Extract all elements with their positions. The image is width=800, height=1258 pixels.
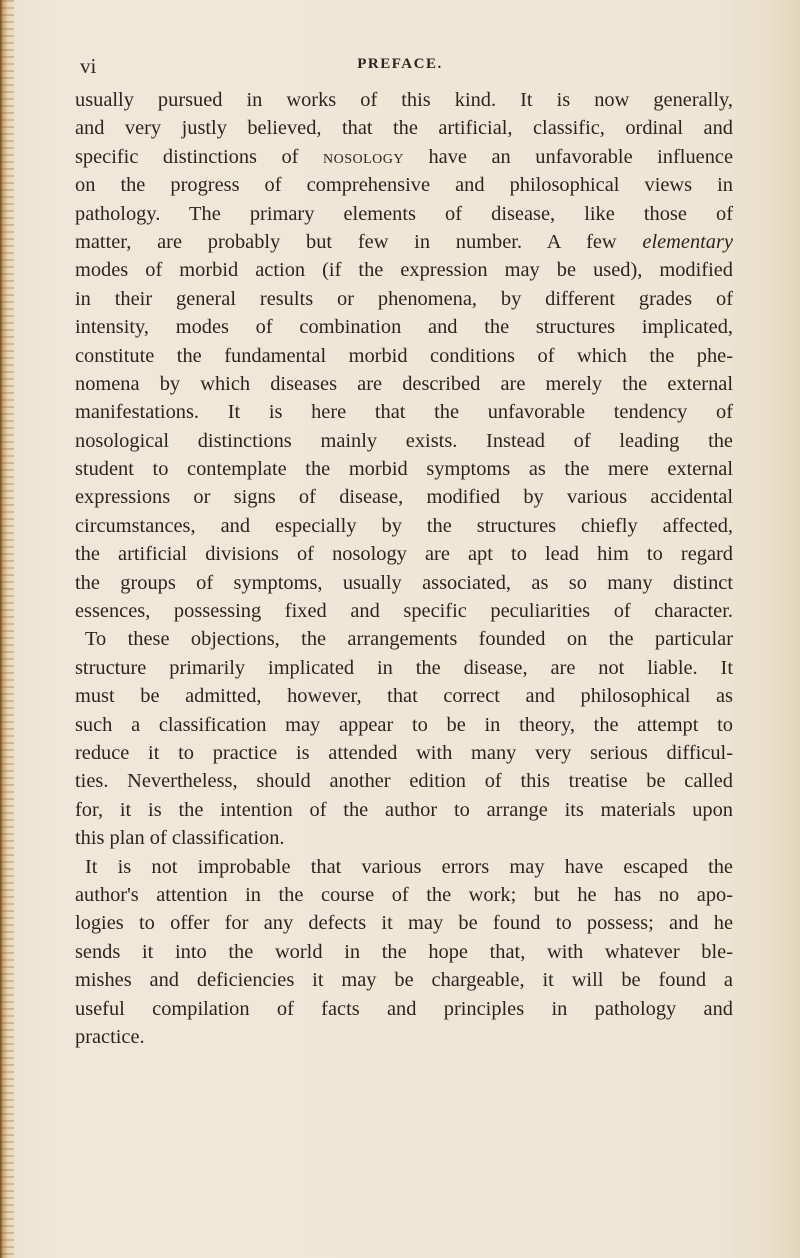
text-line: To these objections, the arrangements founded on the particular: [85, 628, 733, 651]
running-title: PREFACE.: [357, 56, 443, 72]
text-line: for, it is the intention of the author to arrange its materials upon: [75, 798, 733, 821]
page-number: vi: [80, 54, 97, 78]
text-line: manifestations. It is here that the unfavorable tendency of: [75, 401, 733, 424]
text-line: nomena by which diseases are described are merely the external: [75, 372, 733, 395]
text-line: nosological distinctions mainly exists. Instead of leading the: [75, 429, 733, 452]
small-caps-term: nosology: [322, 145, 404, 168]
text-line: useful compilation of facts and principles in pathology and: [75, 997, 733, 1020]
text-line: circumstances, and especially by the structures chiefly affected,: [75, 514, 733, 537]
text-line: modes of morbid action (if the expression may be used), modified: [75, 259, 733, 282]
text-line: structure primarily implicated in the disease, are not liable. It: [75, 656, 733, 679]
text-line: practice.: [75, 1025, 145, 1048]
text-line: ties. Nevertheless, should another edition of this treatise be called: [75, 770, 733, 793]
text-line: intensity, modes of combination and the structures implicated,: [75, 316, 733, 339]
text-segment: matter, are probably but few in number. A few: [75, 230, 643, 253]
italic-term: elementary: [642, 230, 733, 253]
text-line: and very justly believed, that the artificial, classific, ordinal and: [75, 117, 733, 140]
text-line: this plan of classification.: [75, 827, 285, 850]
text-line: sends it into the world in the hope that, with whatever ble-: [75, 940, 733, 963]
text-line: such a classification may appear to be in theory, the attempt to: [75, 713, 733, 736]
text-line: the groups of symptoms, usually associated, as so many distinct: [75, 571, 733, 594]
page-body-text: [75, 86, 733, 1051]
text-line: essences, possessing fixed and specific peculiarities of character.: [75, 600, 733, 623]
text-line: on the progress of comprehensive and philosophical views in: [75, 174, 733, 197]
text-line: must be admitted, however, that correct and philosophical as: [75, 685, 733, 708]
text-segment: have an unfavorable influence: [403, 145, 733, 168]
text-line: pathology. The primary elements of disease, like those of: [75, 202, 733, 225]
text-line: reduce it to practice is attended with many very serious difficul-: [75, 741, 733, 764]
text-line: expressions or signs of disease, modified by various accidental: [75, 486, 733, 509]
text-line: usually pursued in works of this kind. It is now generally,: [75, 89, 733, 111]
book-binding-edge: [0, 0, 14, 1258]
text-line: student to contemplate the morbid symptoms as the mere external: [75, 458, 733, 481]
text-segment: specific distinctions of: [75, 145, 323, 168]
text-line: the artificial divisions of nosology are apt to lead him to regard: [75, 543, 733, 566]
text-line: mishes and deficiencies it may be chargeable, it will be found a: [75, 969, 733, 992]
text-line: It is not improbable that various errors may have escaped the: [85, 855, 733, 878]
text-line: [75, 228, 733, 256]
text-line: author's attention in the course of the work; but he has no apo-: [75, 883, 733, 906]
text-line: constitute the fundamental morbid conditions of which the phe-: [75, 344, 733, 367]
text-line: in their general results or phenomena, by different grades of: [75, 287, 733, 310]
text-line: logies to offer for any defects it may be found to possess; and he: [75, 912, 733, 935]
page-header: [0, 54, 800, 84]
text-line: [75, 143, 733, 171]
